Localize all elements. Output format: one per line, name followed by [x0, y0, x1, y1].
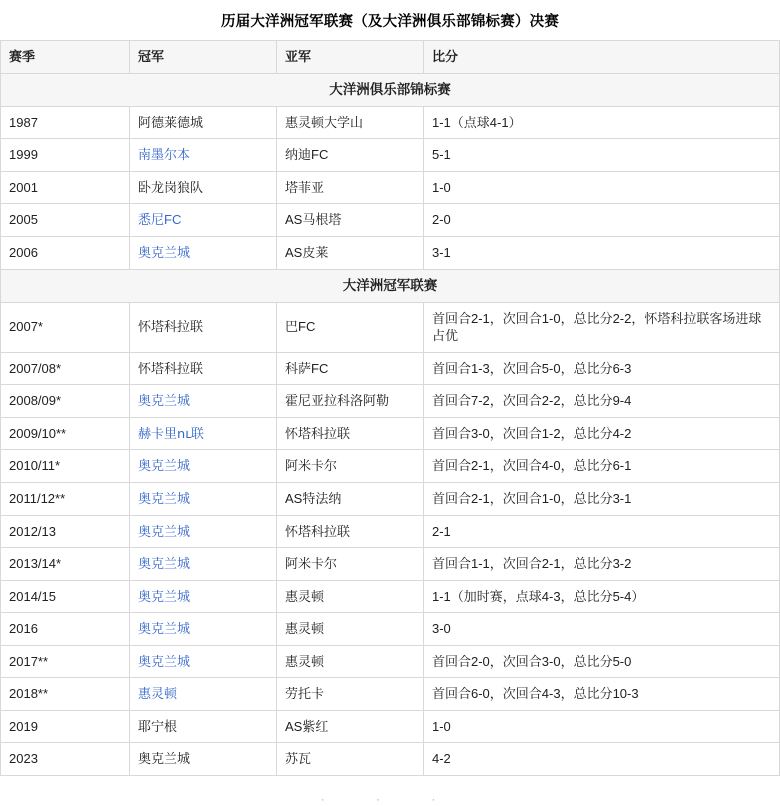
runner-up-text: 塔菲亚: [285, 179, 325, 195]
cell-champion: [130, 515, 277, 548]
cell-runner-up: [277, 450, 424, 483]
cell-runner-up: [277, 483, 424, 516]
column-header-score: 比分: [424, 41, 780, 74]
runner-up-text: AS特法纳: [285, 491, 342, 506]
cell-season: 2019: [1, 710, 130, 743]
champion-link[interactable]: 奥克兰城: [138, 458, 191, 474]
header-row: [1, 41, 780, 74]
cell-champion: [130, 710, 277, 743]
cell-runner-up: [277, 352, 424, 385]
runner-up-text: 惠灵顿: [285, 653, 325, 669]
cell-season: 2001: [1, 171, 130, 204]
champion-link[interactable]: 奥克兰城: [138, 588, 191, 604]
cell-score: 3-0: [424, 613, 780, 646]
runner-up-text: 苏瓦: [285, 751, 312, 767]
cell-champion: [130, 236, 277, 269]
cell-champion: [130, 678, 277, 711]
runner-up-text: 阿米卡尔: [285, 556, 338, 572]
cell-season: 2012/13: [1, 515, 130, 548]
runner-up-text: 怀塔科拉联: [285, 425, 351, 441]
cell-score: 2-1: [424, 515, 780, 548]
runner-up-text: 惠灵顿: [285, 621, 325, 637]
runner-up-text: 巴FC: [285, 319, 316, 335]
column-header-champion: 冠军: [130, 41, 277, 74]
cell-runner-up: [277, 645, 424, 678]
cell-score: 1-1（加时赛，点球4-3，总比分5-4）: [424, 580, 780, 613]
table-row: [1, 417, 780, 450]
cell-season: 2017**: [1, 645, 130, 678]
cell-champion: [130, 106, 277, 139]
table-row: [1, 548, 780, 581]
cell-champion: [130, 548, 277, 581]
champion-link[interactable]: 奥克兰城: [138, 556, 191, 572]
runner-up-text: AS紫红: [285, 718, 329, 734]
cell-runner-up: [277, 236, 424, 269]
cell-champion: [130, 645, 277, 678]
table-row: [1, 483, 780, 516]
cell-season: 2007*: [1, 302, 130, 352]
table-row: [1, 743, 780, 776]
cell-runner-up: [277, 385, 424, 418]
cell-champion: [130, 385, 277, 418]
cell-champion: [130, 302, 277, 352]
table-row: [1, 106, 780, 139]
cell-score: 首回合2-1，次回合1-0，总比分2-2，怀塔科拉联客场进球占优: [424, 302, 780, 352]
cell-season: 1999: [1, 139, 130, 172]
table-row: [1, 171, 780, 204]
cell-season: 2008/09*: [1, 385, 130, 418]
champion-link[interactable]: 惠灵顿: [138, 686, 178, 702]
champion-link[interactable]: 奥克兰城: [138, 393, 191, 409]
champion-text: 怀塔科拉联: [138, 319, 204, 335]
runner-up-text: 惠灵顿大学山: [285, 114, 364, 130]
cell-season: 2016: [1, 613, 130, 646]
table-row: [1, 515, 780, 548]
cell-score: 首回合1-1，次回合2-1，总比分3-2: [424, 548, 780, 581]
champion-link[interactable]: 奥克兰城: [138, 523, 191, 539]
table-header: [1, 41, 780, 74]
runner-up-text: 怀塔科拉联: [285, 523, 351, 539]
cell-score: 首回合1-3，次回合5-0，总比分6-3: [424, 352, 780, 385]
table-row: [1, 204, 780, 237]
cell-score: 4-2: [424, 743, 780, 776]
cell-runner-up: [277, 515, 424, 548]
column-header-runner-up: 亚军: [277, 41, 424, 74]
table-body: [1, 73, 780, 775]
cell-season: 2009/10**: [1, 417, 130, 450]
table-row: [1, 139, 780, 172]
cell-season: 2010/11*: [1, 450, 130, 483]
champion-text: 阿德莱德城: [138, 114, 204, 130]
champion-link[interactable]: 南墨尔本: [138, 147, 191, 163]
cell-champion: [130, 204, 277, 237]
table-row: [1, 352, 780, 385]
cell-champion: [130, 352, 277, 385]
cell-runner-up: [277, 139, 424, 172]
cell-season: 2018**: [1, 678, 130, 711]
cell-score: 首回合2-0，次回合3-0，总比分5-0: [424, 645, 780, 678]
cell-runner-up: [277, 204, 424, 237]
table-row: [1, 302, 780, 352]
runner-up-text: 劳托卡: [285, 686, 325, 702]
champion-text: 耶宁根: [138, 718, 178, 734]
cell-champion: [130, 417, 277, 450]
cell-season: 2006: [1, 236, 130, 269]
table-row: [1, 580, 780, 613]
cell-score: 1-0: [424, 710, 780, 743]
section-header-row: [1, 73, 780, 106]
cell-score: 5-1: [424, 139, 780, 172]
table-caption: 历届大洋洲冠军联赛（及大洋洲俱乐部锦标赛）决赛: [220, 14, 560, 30]
table-row: [1, 450, 780, 483]
cell-champion: [130, 450, 277, 483]
section-title: 大洋洲冠军联赛: [1, 269, 780, 302]
cell-season: 2005: [1, 204, 130, 237]
cell-runner-up: [277, 678, 424, 711]
runner-up-text: AS皮莱: [285, 244, 329, 260]
section-title: 大洋洲俱乐部锦标赛: [1, 73, 780, 106]
runner-up-text: 纳迪FC: [285, 147, 329, 163]
champion-link[interactable]: 赫卡里ու联: [138, 425, 204, 441]
cell-champion: [130, 613, 277, 646]
cell-score: 3-1: [424, 236, 780, 269]
cell-score: 首回合2-1，次回合1-0，总比分3-1: [424, 483, 780, 516]
champion-text: 奥克兰城: [138, 751, 191, 767]
footer-dots: · · ·: [320, 791, 460, 806]
cell-runner-up: [277, 613, 424, 646]
runner-up-text: 阿米卡尔: [285, 458, 338, 474]
cell-score: 首回合3-0，次回合1-2，总比分4-2: [424, 417, 780, 450]
runner-up-text: 霍尼亚拉科洛阿勒: [285, 393, 390, 409]
column-header-season: 赛季: [1, 41, 130, 74]
cell-score: 首回合2-1，次回合4-0，总比分6-1: [424, 450, 780, 483]
cell-score: 1-0: [424, 171, 780, 204]
cell-runner-up: [277, 171, 424, 204]
runner-up-text: 科萨FC: [285, 360, 329, 376]
cell-score: 1-1（点球4-1）: [424, 106, 780, 139]
cell-runner-up: [277, 710, 424, 743]
table-row: [1, 710, 780, 743]
cell-champion: [130, 139, 277, 172]
cell-runner-up: [277, 548, 424, 581]
cell-runner-up: [277, 302, 424, 352]
cell-season: 2013/14*: [1, 548, 130, 581]
cell-runner-up: [277, 106, 424, 139]
cell-score: 2-0: [424, 204, 780, 237]
cell-season: 2023: [1, 743, 130, 776]
cell-season: 2014/15: [1, 580, 130, 613]
cell-runner-up: [277, 417, 424, 450]
champion-link[interactable]: 奥克兰城: [138, 621, 191, 637]
finals-table: [0, 40, 780, 776]
cell-champion: [130, 580, 277, 613]
table-row: [1, 645, 780, 678]
cell-score: 首回合6-0，次回合4-3，总比分10-3: [424, 678, 780, 711]
cell-season: 1987: [1, 106, 130, 139]
table-row: [1, 678, 780, 711]
champion-link[interactable]: 奥克兰城: [138, 491, 191, 506]
runner-up-text: AS马根塔: [285, 212, 342, 228]
cell-champion: [130, 483, 277, 516]
cell-score: 首回合7-2，次回合2-2，总比分9-4: [424, 385, 780, 418]
champion-link[interactable]: 悉尼FC: [138, 212, 182, 228]
cell-champion: [130, 743, 277, 776]
table-row: [1, 385, 780, 418]
champion-text: 怀塔科拉联: [138, 360, 204, 376]
cell-season: 2007/08*: [1, 352, 130, 385]
runner-up-text: 惠灵顿: [285, 588, 325, 604]
table-row: [1, 613, 780, 646]
champion-text: 卧龙岗狼队: [138, 179, 204, 195]
cell-runner-up: [277, 580, 424, 613]
champion-link[interactable]: 奥克兰城: [138, 244, 191, 260]
champion-link[interactable]: 奥克兰城: [138, 653, 191, 669]
cell-champion: [130, 171, 277, 204]
cell-runner-up: [277, 743, 424, 776]
cell-season: 2011/12**: [1, 483, 130, 516]
table-row: [1, 236, 780, 269]
section-header-row: [1, 269, 780, 302]
